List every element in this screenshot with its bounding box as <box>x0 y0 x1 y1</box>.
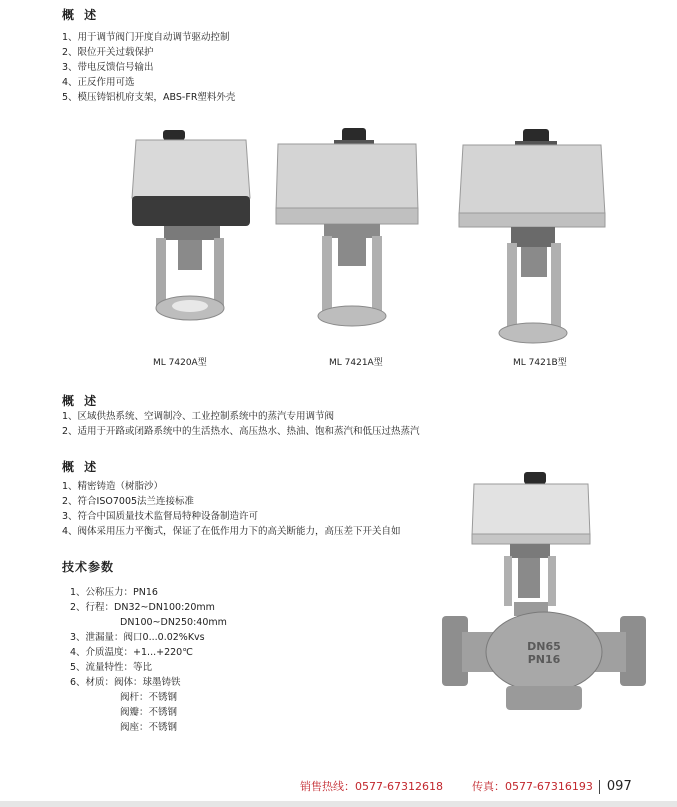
list-item: 1、精密铸造（树脂沙） <box>62 481 164 492</box>
valve-pn-marking: PN16 <box>527 653 561 666</box>
list-item: 1、用于调节阀门开度自动调节驱动控制 <box>62 32 230 43</box>
bottom-bar <box>0 801 677 807</box>
fax-number: 传真：0577-67316193 <box>471 780 593 793</box>
section1-heading: 概 述 <box>62 8 100 22</box>
footer <box>300 778 632 794</box>
spec-line: 阀座：不锈钢 <box>120 722 178 733</box>
valve-dn-marking: DN65 <box>527 640 561 653</box>
spec-line: 阀杆：不锈钢 <box>120 692 178 703</box>
section1-list <box>62 30 235 105</box>
spec-line: 5、流量特性：等比 <box>70 662 153 673</box>
actuator-ml7421a-image <box>272 128 422 328</box>
caption-ml7421b: ML 7421B型 <box>513 358 567 368</box>
list-item: 2、适用于开路或闭路系统中的生活热水、高压热水、热油、饱和蒸汽和低压过热蒸汽 <box>62 426 420 437</box>
spec-line: 阀瓣：不锈钢 <box>120 707 178 718</box>
spec-line: 6、材质：阀体：球墨铸铁 <box>70 677 181 688</box>
list-item: 4、正反作用可选 <box>62 77 135 88</box>
spec-line: 4、介质温度：+1...+220℃ <box>70 647 193 658</box>
footer-divider <box>599 780 600 794</box>
specs-heading: 技术参数 <box>62 560 115 574</box>
page-number: 097 <box>606 779 632 794</box>
actuator-ml7421b-image <box>455 125 610 345</box>
section3-heading: 概 述 <box>62 460 100 474</box>
valve-image <box>438 466 650 736</box>
spec-line: 1、公称压力：PN16 <box>70 587 158 598</box>
list-item: 3、符合中国质量技术监督局特种设备制造许可 <box>62 511 259 522</box>
caption-ml7420a: ML 7420A型 <box>153 358 207 368</box>
list-item: 1、区域供热系统、空调制冷、工业控制系统中的蒸汽专用调节阀 <box>62 411 335 422</box>
section2-heading: 概 述 <box>62 394 100 408</box>
list-item: 3、带电反馈信号输出 <box>62 62 154 73</box>
section3-list <box>62 479 401 539</box>
list-item: 5、模压铸铝机府支架，ABS-FR塑料外壳 <box>62 92 236 103</box>
sales-hotline: 销售热线：0577-67312618 <box>300 780 443 793</box>
spec-line: DN100~DN250:40mm <box>120 617 227 628</box>
list-item: 2、符合ISO7005法兰连接标准 <box>62 496 195 507</box>
caption-ml7421a: ML 7421A型 <box>329 358 383 368</box>
spec-line: 3、泄漏量：阀口0...0.02%Kvs <box>70 632 205 643</box>
actuator-ml7420a-image <box>128 128 258 328</box>
specs-list <box>70 585 227 735</box>
spec-line: 2、行程：DN32~DN100:20mm <box>70 602 215 613</box>
list-item: 2、限位开关过载保护 <box>62 47 154 58</box>
section2-list <box>62 409 420 439</box>
list-item: 4、阀体采用压力平衡式，保证了在低作用力下的高关断能力，高压差下开关自如 <box>62 526 401 537</box>
